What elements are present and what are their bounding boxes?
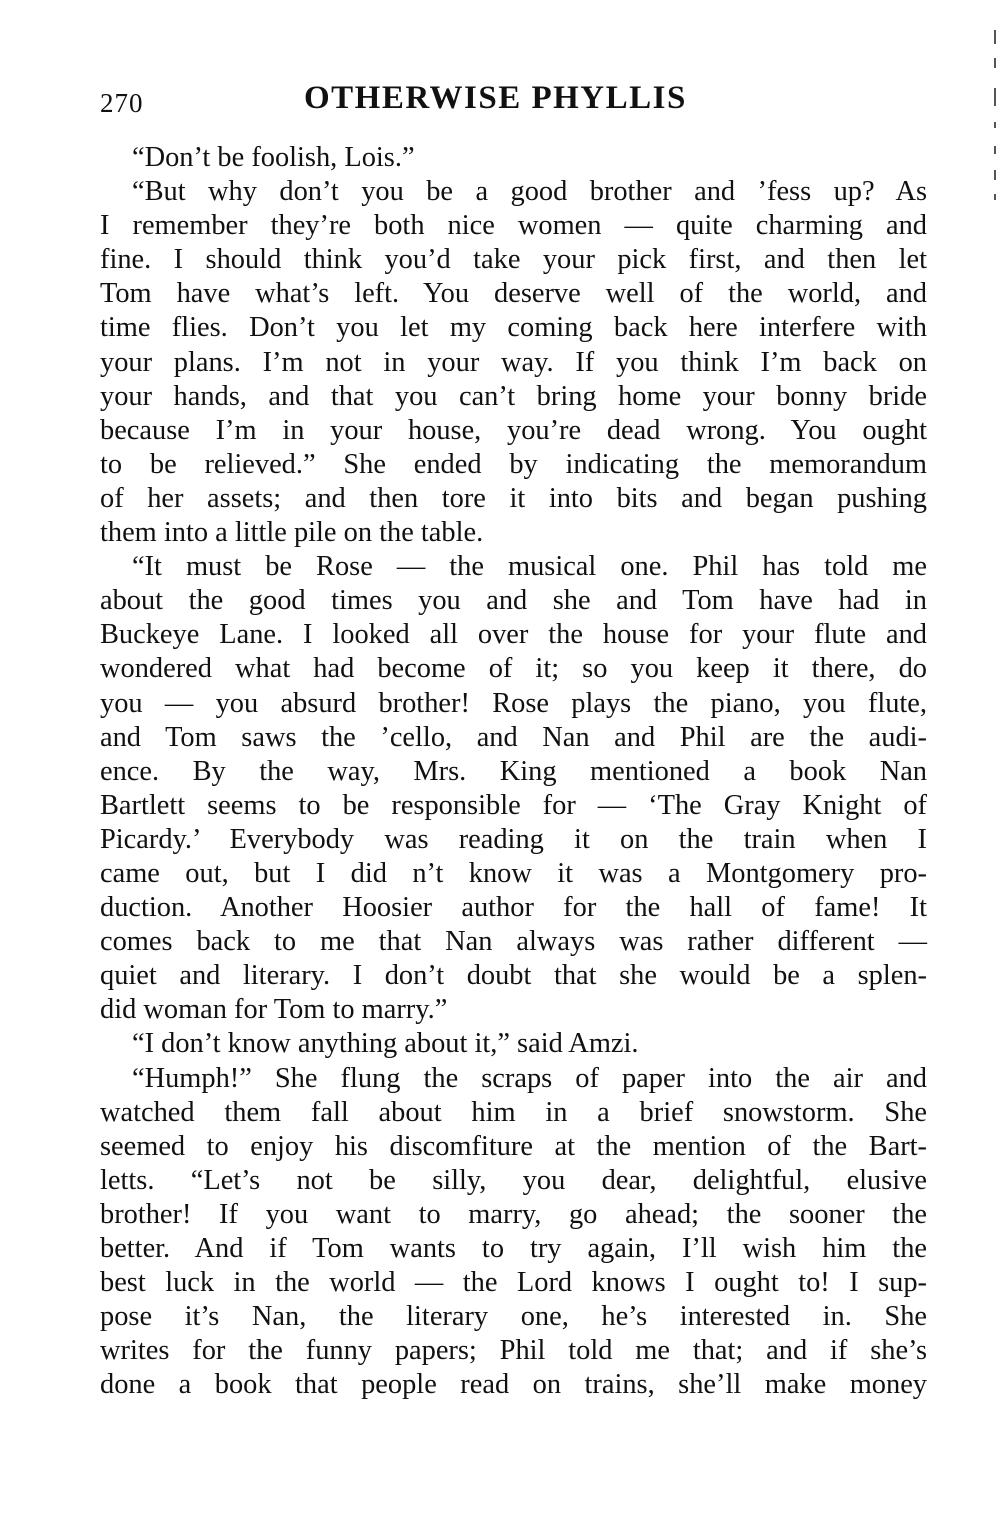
text-line: because I’m in your house, you’re dead wrong. You ought <box>100 414 927 446</box>
text-line: about the good times you and she and Tom have had in <box>100 585 927 617</box>
text-line: came out, but I did n’t know it was a Montgomery pro- <box>100 857 927 889</box>
text-line: “I don’t know anything about it,” said Amzi. <box>132 1028 639 1060</box>
text-line: fine. I should think you’d take your pick first, and then let <box>100 244 927 276</box>
text-line: time flies. Don’t you let my coming back here interfere with <box>100 312 927 344</box>
text-line: “But why don’t you be a good brother and ’fess up? As <box>132 176 927 208</box>
text-line: and Tom saws the ’cello, and Nan and Phil are the audi- <box>100 721 927 753</box>
text-line: your plans. I’m not in your way. If you think I’m back on <box>100 346 927 378</box>
text-line: “It must be Rose — the musical one. Phil has told me <box>132 551 927 583</box>
text-line: them into a little pile on the table. <box>100 517 484 549</box>
text-line: did woman for Tom to marry.” <box>100 994 448 1026</box>
text-line: comes back to me that Nan always was rather different — <box>100 926 927 958</box>
text-line: watched them fall about him in a brief snowstorm. She <box>100 1096 927 1128</box>
text-line: Buckeye Lane. I looked all over the house for your flute and <box>100 619 927 651</box>
text-line: to be relieved.” She ended by indicating the memorandum <box>100 448 927 480</box>
body-text <box>100 141 927 1402</box>
text-line: seemed to enjoy his discomfiture at the mention of the Bart- <box>100 1130 927 1162</box>
text-line: “Don’t be foolish, Lois.” <box>132 142 415 173</box>
text-line: wondered what had become of it; so you keep it there, do <box>100 653 927 685</box>
text-line: brother! If you want to marry, go ahead; the sooner the <box>100 1198 927 1230</box>
text-line: Tom have what’s left. You deserve well of the world, and <box>100 278 927 310</box>
running-head <box>100 80 930 124</box>
text-line: done a book that people read on trains, she’ll make money <box>100 1369 927 1401</box>
text-line: Bartlett seems to be responsible for — ‘The Gray Knight of <box>100 789 927 821</box>
text-line: writes for the funny papers; Phil told me that; and if she’s <box>100 1335 927 1367</box>
text-line: letts. “Let’s not be silly, you dear, delightful, elusive <box>100 1164 927 1196</box>
margin-scan-marks <box>990 30 1000 210</box>
text-line: your hands, and that you can’t bring home your bonny bride <box>100 380 927 412</box>
text-line: you — you absurd brother! Rose plays the piano, you flute, <box>100 687 927 719</box>
text-line: best luck in the world — the Lord knows I ought to! I sup- <box>100 1267 927 1299</box>
text-line: ence. By the way, Mrs. King mentioned a book Nan <box>100 755 927 787</box>
text-line: duction. Another Hoosier author for the hall of fame! It <box>100 892 927 924</box>
text-line: pose it’s Nan, the literary one, he’s interested in. She <box>100 1301 927 1333</box>
text-line: I remember they’re both nice women — quite charming and <box>100 210 927 242</box>
text-line: “Humph!” She flung the scraps of paper into the air and <box>132 1062 927 1094</box>
text-line: Picardy.’ Everybody was reading it on the train when I <box>100 823 927 855</box>
text-line: better. And if Tom wants to try again, I’ll wish him the <box>100 1233 927 1264</box>
text-line: quiet and literary. I don’t doubt that she would be a splen- <box>100 960 927 992</box>
book-title: OTHERWISE PHYLLIS <box>304 80 687 116</box>
text-line: of her assets; and then tore it into bits and began pushing <box>100 482 927 514</box>
page-number: 270 <box>100 88 144 118</box>
